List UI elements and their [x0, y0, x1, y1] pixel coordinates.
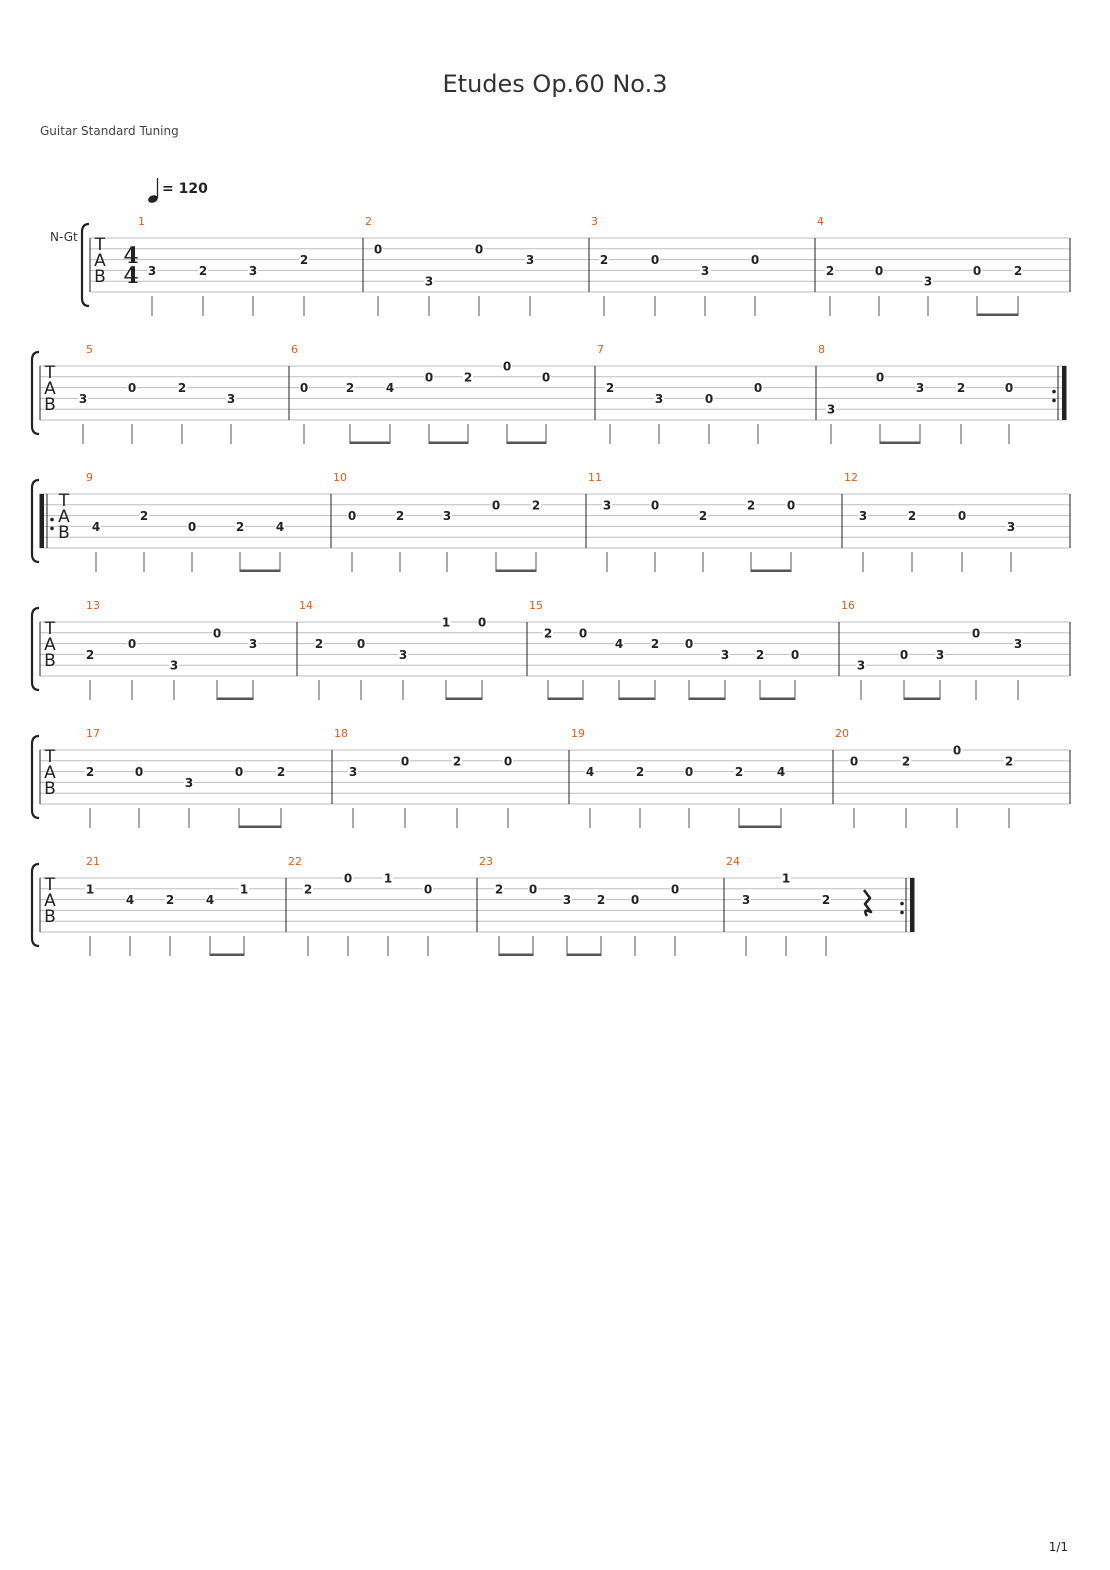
repeat-dot: [50, 518, 54, 522]
measure-number: 8: [818, 343, 825, 356]
fret-number: 3: [1006, 519, 1016, 534]
fret-number: 2: [531, 498, 541, 513]
tab-clef-letter: B: [44, 907, 56, 927]
measure-number: 15: [529, 599, 543, 612]
eighth-beam: [880, 442, 920, 445]
fret-number: 0: [650, 498, 660, 513]
page-title: Etudes Op.60 No.3: [442, 70, 668, 98]
repeat-dot: [1052, 390, 1056, 394]
tab-clef-letter: A: [94, 251, 106, 271]
page-number: 1/1: [1048, 1540, 1068, 1554]
fret-number: 3: [602, 498, 612, 513]
measure-number: 18: [334, 727, 348, 740]
tab-clef-letter: A: [44, 891, 56, 911]
eighth-beam: [760, 698, 795, 701]
fret-number: 2: [746, 498, 756, 513]
fret-number: 3: [226, 391, 236, 406]
system-bracket: [32, 736, 39, 818]
tab-clef-letter: T: [58, 491, 70, 511]
system-bracket: [32, 864, 39, 946]
tab-clef-letter: A: [44, 635, 56, 655]
fret-number: 0: [578, 626, 588, 641]
fret-number: 2: [314, 637, 324, 652]
fret-number: 2: [1004, 754, 1014, 769]
fret-number: 2: [139, 509, 149, 524]
measure-number: 17: [86, 727, 100, 740]
fret-number: 0: [684, 765, 694, 780]
fret-number: 0: [234, 765, 244, 780]
fret-number: 3: [562, 893, 572, 908]
fret-number: 2: [177, 381, 187, 396]
measure-number: 9: [86, 471, 93, 484]
fret-number: 0: [343, 871, 353, 886]
fret-number: 0: [786, 498, 796, 513]
fret-number: 0: [127, 381, 137, 396]
eighth-beam: [507, 442, 546, 445]
fret-number: 2: [299, 253, 309, 268]
measure-number: 6: [291, 343, 298, 356]
fret-number: 0: [750, 253, 760, 268]
fret-number: 0: [957, 509, 967, 524]
fret-number: 3: [184, 775, 194, 790]
tab-clef-letter: A: [58, 507, 70, 527]
fret-number: 2: [596, 893, 606, 908]
fret-number: 2: [901, 754, 911, 769]
fret-number: 2: [755, 647, 765, 662]
tab-clef-letter: A: [44, 379, 56, 399]
fret-number: 0: [1004, 381, 1014, 396]
fret-number: 3: [398, 647, 408, 662]
system-bracket: [32, 352, 39, 434]
fret-number: 0: [356, 637, 366, 652]
fret-number: 1: [239, 882, 249, 897]
time-signature-denominator: 4: [123, 263, 139, 289]
system-bracket: [32, 608, 39, 690]
fret-number: 2: [303, 882, 313, 897]
end-repeat-thick-bar: [1062, 366, 1066, 420]
measure-number: 2: [365, 215, 372, 228]
eighth-beam: [904, 698, 940, 701]
fret-number: 0: [790, 647, 800, 662]
fret-number: 2: [635, 765, 645, 780]
measure-number: 1: [138, 215, 145, 228]
fret-number: 0: [424, 370, 434, 385]
eighth-beam: [977, 314, 1018, 317]
fret-number: 3: [78, 391, 88, 406]
tab-clef-letter: B: [44, 651, 56, 671]
tab-clef-letter: B: [44, 779, 56, 799]
fret-number: 2: [956, 381, 966, 396]
fret-number: 4: [614, 637, 624, 652]
fret-number: 4: [275, 519, 285, 534]
fret-number: 2: [494, 882, 504, 897]
fret-number: 1: [781, 871, 791, 886]
fret-number: 3: [147, 263, 157, 278]
eighth-beam: [689, 698, 725, 701]
fret-number: 0: [753, 381, 763, 396]
tab-clef-letter: T: [44, 363, 56, 383]
fret-number: 3: [826, 402, 836, 417]
measure-number: 13: [86, 599, 100, 612]
measure-number: 22: [288, 855, 302, 868]
fret-number: 3: [424, 274, 434, 289]
fret-number: 3: [856, 658, 866, 673]
fret-number: 2: [698, 509, 708, 524]
measure-number: 7: [597, 343, 604, 356]
measure-number: 23: [479, 855, 493, 868]
measure-number: 24: [726, 855, 740, 868]
fret-number: 0: [474, 242, 484, 257]
fret-number: 0: [528, 882, 538, 897]
fret-number: 3: [654, 391, 664, 406]
fret-number: 2: [543, 626, 553, 641]
fret-number: 0: [134, 765, 144, 780]
fret-number: 3: [935, 647, 945, 662]
fret-number: 3: [915, 381, 925, 396]
fret-number: 2: [605, 381, 615, 396]
fret-number: 0: [670, 882, 680, 897]
fret-number: 3: [348, 765, 358, 780]
fret-number: 3: [700, 263, 710, 278]
measure-number: 19: [571, 727, 585, 740]
eighth-beam: [217, 698, 253, 701]
fret-number: 4: [585, 765, 595, 780]
repeat-dot: [900, 902, 904, 906]
eighth-beam: [240, 570, 280, 573]
fret-number: 2: [198, 263, 208, 278]
measure-number: 11: [588, 471, 602, 484]
eighth-beam: [446, 698, 482, 701]
tab-clef-letter: T: [44, 619, 56, 639]
fret-number: 4: [776, 765, 786, 780]
fret-number: 0: [491, 498, 501, 513]
eighth-beam: [567, 954, 601, 957]
tab-clef-letter: T: [44, 875, 56, 895]
fret-number: 0: [972, 263, 982, 278]
fret-number: 0: [874, 263, 884, 278]
fret-number: 0: [477, 615, 487, 630]
eighth-beam: [751, 570, 791, 573]
measure-number: 20: [835, 727, 849, 740]
fret-number: 0: [849, 754, 859, 769]
fret-number: 0: [684, 637, 694, 652]
tab-clef-letter: B: [94, 267, 106, 287]
tuning-label: Guitar Standard Tuning: [40, 124, 179, 138]
measure-number: 4: [817, 215, 824, 228]
fret-number: 0: [704, 391, 714, 406]
fret-number: 0: [187, 519, 197, 534]
fret-number: 0: [503, 754, 513, 769]
fret-number: 3: [525, 253, 535, 268]
fret-number: 0: [650, 253, 660, 268]
eighth-beam: [499, 954, 533, 957]
fret-number: 3: [720, 647, 730, 662]
fret-number: 2: [463, 370, 473, 385]
fret-number: 1: [441, 615, 451, 630]
tab-clef-letter: T: [94, 235, 106, 255]
fret-number: 3: [741, 893, 751, 908]
fret-number: 0: [952, 743, 962, 758]
measure-number: 16: [841, 599, 855, 612]
fret-number: 4: [205, 893, 215, 908]
tab-clef-letter: B: [58, 523, 70, 543]
tab-clef-letter: B: [44, 395, 56, 415]
fret-number: 2: [85, 765, 95, 780]
quarter-rest-icon: [864, 890, 871, 916]
fret-number: 0: [423, 882, 433, 897]
measure-number: 21: [86, 855, 100, 868]
fret-number: 2: [734, 765, 744, 780]
fret-number: 3: [923, 274, 933, 289]
fret-number: 0: [212, 626, 222, 641]
fret-number: 2: [85, 647, 95, 662]
fret-number: 2: [276, 765, 286, 780]
eighth-beam: [496, 570, 536, 573]
fret-number: 4: [385, 381, 395, 396]
fret-number: 0: [971, 626, 981, 641]
fret-number: 2: [452, 754, 462, 769]
tab-clef-letter: A: [44, 763, 56, 783]
fret-number: 3: [1013, 637, 1023, 652]
fret-number: 2: [395, 509, 405, 524]
eighth-beam: [350, 442, 390, 445]
eighth-beam: [429, 442, 468, 445]
measure-number: 12: [844, 471, 858, 484]
eighth-beam: [739, 826, 781, 829]
fret-number: 2: [1013, 263, 1023, 278]
fret-number: 0: [541, 370, 551, 385]
fret-number: 2: [599, 253, 609, 268]
end-repeat-thick-bar: [910, 878, 914, 932]
fret-number: 0: [347, 509, 357, 524]
fret-number: 2: [821, 893, 831, 908]
repeat-dot: [50, 527, 54, 531]
measure-number: 10: [333, 471, 347, 484]
repeat-dot: [1052, 399, 1056, 403]
fret-number: 3: [169, 658, 179, 673]
eighth-beam: [210, 954, 244, 957]
system-bracket: [82, 224, 89, 306]
track-label: N-Gt: [50, 230, 78, 244]
repeat-dot: [900, 911, 904, 915]
fret-number: 4: [125, 893, 135, 908]
fret-number: 0: [630, 893, 640, 908]
fret-number: 2: [825, 263, 835, 278]
fret-number: 2: [650, 637, 660, 652]
fret-number: 2: [907, 509, 917, 524]
fret-number: 2: [345, 381, 355, 396]
system-bracket: [32, 480, 39, 562]
fret-number: 2: [235, 519, 245, 534]
start-repeat-thick-bar: [40, 494, 44, 548]
eighth-beam: [239, 826, 281, 829]
fret-number: 3: [858, 509, 868, 524]
fret-number: 0: [899, 647, 909, 662]
fret-number: 1: [383, 871, 393, 886]
fret-number: 0: [502, 359, 512, 374]
fret-number: 3: [248, 637, 258, 652]
fret-number: 3: [442, 509, 452, 524]
fret-number: 0: [127, 637, 137, 652]
eighth-beam: [619, 698, 655, 701]
fret-number: 3: [248, 263, 258, 278]
tab-clef-letter: T: [44, 747, 56, 767]
fret-number: 0: [373, 242, 383, 257]
time-signature-numerator: 4: [123, 243, 139, 269]
fret-number: 1: [85, 882, 95, 897]
tempo-marking: = 120: [162, 181, 208, 197]
fret-number: 0: [400, 754, 410, 769]
measure-number: 14: [299, 599, 313, 612]
eighth-beam: [548, 698, 583, 701]
measure-number: 3: [591, 215, 598, 228]
fret-number: 0: [875, 370, 885, 385]
measure-number: 5: [86, 343, 93, 356]
fret-number: 2: [165, 893, 175, 908]
fret-number: 0: [299, 381, 309, 396]
fret-number: 4: [91, 519, 101, 534]
